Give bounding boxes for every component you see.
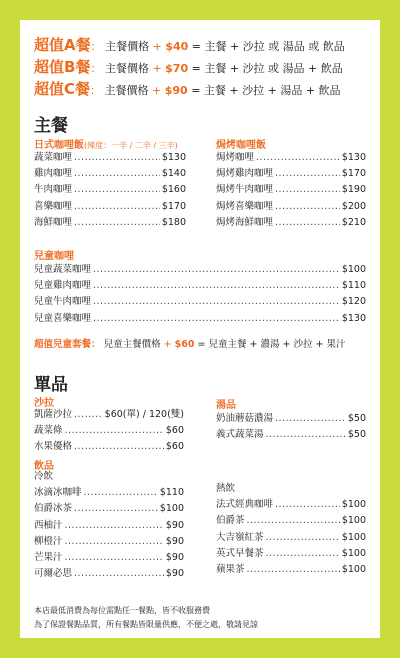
drinks-heading: 飲品 (34, 461, 54, 472)
item-name: 雞肉咖哩 (34, 168, 73, 180)
japanese-curry-title: 日式咖哩飯 (34, 140, 84, 151)
item-name: 兒童牛肉咖哩 (34, 296, 92, 308)
list-item (34, 294, 366, 310)
item-name: 兒童喜樂咖哩 (34, 312, 92, 324)
item-name: 兒童雞肉咖哩 (34, 280, 92, 292)
list-item (34, 182, 186, 198)
item-name: 冰滴冰咖啡 (34, 487, 82, 499)
item-price: $120 (341, 296, 366, 308)
item-name: 奶油蘑菇濃湯 (216, 413, 274, 424)
list-item (34, 150, 186, 166)
item-name: 可爾必思 (34, 568, 73, 580)
list-item (34, 199, 186, 215)
combo-a (34, 34, 345, 55)
list-item (216, 427, 366, 443)
item-price: $100 (341, 515, 366, 527)
hot-drinks-label: 熱飲 (216, 483, 236, 494)
kids-combo-price: $60 (174, 339, 195, 350)
single-items-heading: 單品 (34, 375, 68, 395)
item-price: $100 (341, 531, 366, 543)
item-price: $60 (165, 441, 184, 453)
soup-heading: 湯品 (216, 400, 236, 411)
item-price: $100 (341, 547, 366, 559)
list-item (34, 423, 184, 439)
list-item (34, 534, 184, 550)
list-item (34, 215, 186, 231)
japanese-curry-list (34, 150, 186, 231)
list-item (216, 150, 366, 166)
item-price: $190 (341, 184, 366, 196)
item-price: $160 (161, 184, 186, 196)
list-item (216, 166, 366, 182)
kids-curry-heading: 兒童咖哩 (34, 251, 74, 262)
list-item (216, 411, 366, 427)
baked-curry-list (216, 150, 366, 231)
item-name: 蘋果茶 (216, 563, 245, 575)
cold-drinks-list (34, 469, 184, 582)
kids-combo-name: 超值兒童套餐 (34, 339, 92, 350)
item-name: 兒童蔬菜咖哩 (34, 264, 92, 275)
combo-a-plus: + (152, 40, 162, 53)
item-price: $110 (159, 487, 184, 499)
limited-supply-note: 為了保證餐點品質，所有餐點皆限量供應，不便之處，敬請見諒 (34, 620, 258, 629)
combo-b-base: 主餐價格 (104, 62, 149, 75)
item-price: $100 (341, 499, 366, 511)
combo-b-name: 超值B餐 (34, 58, 91, 76)
spice-level-note: (辣度：一辛 / 二辛 / 三辛) (84, 141, 178, 150)
list-item (34, 311, 366, 327)
combo-c-separator: ： (90, 84, 102, 97)
kids-combo-contents: = 兒童主餐 + 濃湯 + 沙拉 + 果汁 (197, 339, 346, 350)
kids-combo-plus: + (163, 339, 172, 350)
item-name: 焗烤海鮮咖哩 (216, 216, 274, 228)
hot-drinks-list (216, 481, 366, 578)
item-name: 大吉嶺紅茶 (216, 531, 264, 543)
item-price: $170 (341, 168, 366, 180)
item-name: 法式經典咖啡 (216, 499, 274, 511)
list-item (34, 566, 184, 582)
minimum-charge-note: 本店最低消費為每位需點任一餐點，皆不收服務費 (34, 606, 210, 615)
salad-heading: 沙拉 (34, 398, 54, 409)
item-price: $90 (165, 519, 184, 531)
item-price: $130 (161, 152, 186, 163)
list-item (216, 530, 366, 546)
item-price: $170 (161, 200, 186, 212)
kids-combo (34, 336, 345, 350)
combo-c-equals: = 主餐 (191, 84, 226, 97)
combo-a-price: $40 (165, 40, 189, 53)
item-price: $100 (341, 563, 366, 575)
item-name: 英式早餐茶 (216, 547, 264, 559)
japanese-curry-heading (34, 136, 178, 151)
list-item (216, 513, 366, 529)
combo-b-separator: ： (90, 62, 102, 75)
item-name: 海鮮咖哩 (34, 216, 73, 228)
combo-b-price: $70 (165, 62, 189, 75)
combo-a-separator: ： (90, 40, 102, 53)
combo-b-plus: + (152, 62, 162, 75)
item-name: 水果優格 (34, 441, 73, 453)
list-item (216, 182, 366, 198)
item-price: $90 (165, 551, 184, 563)
item-price: $60(單) / 120(雙) (104, 409, 184, 420)
list-item (34, 518, 184, 534)
combo-c-base: 主餐價格 (104, 84, 149, 97)
list-item (34, 501, 184, 517)
item-price: $100 (341, 264, 366, 275)
kids-combo-base: 兒童主餐價格 (103, 339, 161, 350)
item-price: $60 (165, 425, 184, 437)
item-name: 伯爵茶 (216, 515, 245, 527)
combo-a-equals: = 主餐 (191, 40, 227, 53)
item-name: 凱薩沙拉 (34, 409, 73, 420)
list-item (216, 546, 366, 562)
kids-combo-separator: ： (91, 339, 101, 350)
combo-b-items: + 沙拉 或 湯品 + 飲品 (229, 62, 343, 75)
item-price: $50 (347, 429, 366, 441)
combo-c-plus: + (152, 84, 162, 97)
combo-c-items: + 沙拉 + 湯品 + 飲品 (229, 84, 341, 97)
main-course-heading: 主餐 (34, 116, 68, 136)
item-name: 蔬菜咖哩 (34, 152, 73, 163)
item-price: $110 (341, 280, 366, 292)
list-item (34, 550, 184, 566)
cold-drinks-label: 冷飲 (34, 471, 54, 482)
item-price: $130 (341, 152, 366, 163)
combo-a-base: 主餐價格 (105, 40, 150, 53)
combo-c-name: 超值C餐 (34, 80, 91, 98)
soup-list (216, 411, 366, 443)
item-name: 義式蔬菜湯 (216, 429, 264, 441)
list-item (34, 262, 366, 278)
item-name: 西柚汁 (34, 519, 63, 531)
combo-b-equals: = 主餐 (191, 62, 227, 75)
combo-a-name: 超值A餐 (34, 36, 91, 54)
item-name: 焗烤牛肉咖哩 (216, 184, 274, 196)
list-item (34, 166, 186, 182)
item-name: 焗烤咖哩 (216, 152, 255, 163)
item-price: $210 (341, 216, 366, 228)
item-name: 柳橙汁 (34, 535, 63, 547)
item-price: $90 (165, 568, 184, 580)
item-name: 牛肉咖哩 (34, 184, 73, 196)
list-item (34, 278, 366, 294)
list-item (34, 439, 184, 455)
combo-c (34, 78, 341, 99)
kids-curry-list (34, 262, 366, 327)
item-name: 伯爵冰茶 (34, 503, 73, 515)
baked-curry-heading: 焗烤咖哩飯 (216, 140, 266, 151)
item-price: $180 (161, 216, 186, 228)
list-item (216, 215, 366, 231)
combo-a-items: + 沙拉 或 湯品 或 飲品 (230, 40, 345, 53)
combo-b (34, 56, 343, 77)
list-item (34, 485, 184, 501)
list-item (216, 562, 366, 578)
footer-notes (34, 604, 258, 632)
item-name: 芒果汁 (34, 551, 63, 563)
item-name: 蔬菜條 (34, 425, 63, 437)
list-item (216, 497, 366, 513)
list-item (216, 199, 366, 215)
item-name: 喜樂咖哩 (34, 200, 73, 212)
item-price: $50 (347, 413, 366, 424)
item-name: 焗烤喜樂咖哩 (216, 200, 274, 212)
menu-card (20, 20, 380, 638)
list-item (34, 407, 184, 423)
item-price: $90 (165, 535, 184, 547)
item-price: $200 (341, 200, 366, 212)
item-price: $140 (161, 168, 186, 180)
item-price: $100 (159, 503, 184, 515)
combo-c-price: $90 (164, 84, 188, 97)
item-name: 焗烤雞肉咖哩 (216, 168, 274, 180)
salad-list (34, 407, 184, 456)
item-price: $130 (341, 312, 366, 324)
